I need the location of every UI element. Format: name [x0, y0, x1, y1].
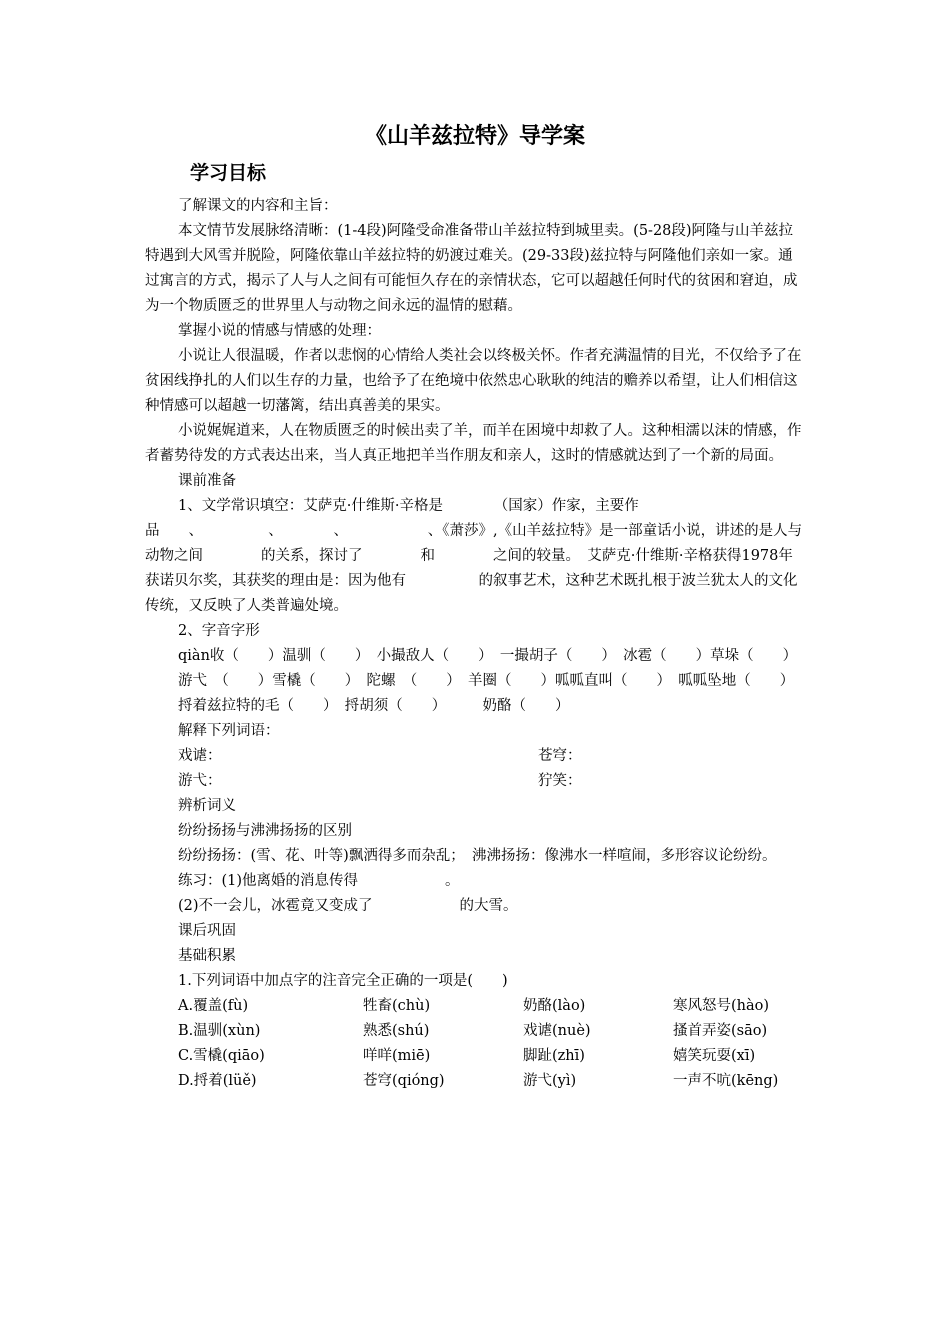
option-cell: 搔首弄姿(sāo) [673, 1023, 768, 1039]
word-youyi: 游弋： [178, 773, 222, 789]
word-ningxiao: 狞笑： [538, 773, 582, 789]
option-cell: 脚趾(zhī) [523, 1048, 585, 1064]
pinyin-line-1: qiàn收（ ）温驯（ ） 小撮敌人（ ） 一撮胡子（ ） 冰雹（ ）草垛（ ） [178, 648, 798, 664]
option-cell: B.温驯(xùn) [178, 1023, 261, 1039]
explain-label: 解释下列词语： [178, 723, 280, 739]
distinguish-text: 纷纷扬扬：(雪、花、叶等)飘洒得多而杂乱； 沸沸扬扬：像沸水一样喧闹，多形容议论纷纷。 [178, 848, 777, 864]
option-cell: 奶酪(lào) [523, 998, 586, 1014]
question-2-label: 2、字音字形 [178, 623, 260, 639]
prep-label: 课前准备 [178, 473, 236, 489]
option-row-c [145, 1044, 807, 1069]
distinguish-label: 辨析词义 [178, 798, 236, 814]
option-cell: 寒风怒号(hào) [673, 998, 770, 1014]
objective2-paragraph-2: 小说娓娓道来，人在物质匮乏的时候出卖了羊，而羊在困境中却救了人。这种相濡以沫的情感，作者蓄势待发的方式表达出来，当人真正地把羊当作朋友和亲人，这时的情感就达到了一个新的局面。 [145, 423, 802, 464]
pinyin-line-3: 捋着兹拉特的毛（ ） 捋胡须（ ） 奶酪（ ） [178, 698, 570, 714]
objective1-label: 了解课文的内容和主旨： [178, 198, 338, 214]
question-1-literary-knowledge: 1、文学常识填空：艾萨克·什维斯·辛格是 （国家）作家，主要作品 、 、 、 、《萧莎》,《山羊兹拉特》是一部童话小说，讲述的是人与动物之间 的关系，探讨了 和 之间的较量。 艾萨克·什维斯·辛格获得1978年获诺贝尔奖，其获奖的理由是：因为他有 的叙事艺术，这种艺术既扎根于波兰犹太人的文化传统，又反映了人类普遍处境。 [145, 498, 803, 614]
mc-question-1: 1.下列词语中加点字的注音完全正确的一项是( ) [178, 973, 508, 989]
practice-1: 练习：(1)他离婚的消息传得 。 [178, 873, 460, 889]
option-cell: 牲畜(chù) [363, 998, 431, 1014]
objective1-paragraph: 本文情节发展脉络清晰：(1-4段)阿隆受命准备带山羊兹拉特到城里卖。(5-28段)阿隆与山羊兹拉特遇到大风雪并脱险，阿隆依靠山羊兹拉特的奶渡过难关。(29-33段)兹拉特与阿隆他们亲如一家。通过寓言的方式，揭示了人与人之间有可能恒久存在的亲情状态，它可以超越任何时代的贫困和窘迫，成为一个物质匮乏的世界里人与动物之间永远的温情的慰藉。 [145, 223, 798, 314]
document-title: 《山羊兹拉特》导学案 [364, 124, 585, 149]
option-cell: C.雪橇(qiāo) [178, 1048, 265, 1064]
option-cell: 熟悉(shú) [363, 1023, 430, 1039]
option-cell: 嬉笑玩耍(xī) [673, 1048, 756, 1064]
word-cangqiong: 苍穹： [538, 748, 582, 764]
basic-label: 基础积累 [178, 948, 236, 964]
option-cell: D.捋着(lüě) [178, 1073, 257, 1089]
document-body [145, 194, 807, 1094]
word-row-2 [145, 769, 807, 794]
after-class-label: 课后巩固 [178, 923, 236, 939]
objective2-label: 掌握小说的情感与情感的处理： [178, 323, 381, 339]
option-cell: 一声不吭(kēng) [673, 1073, 779, 1089]
section-heading-objectives: 学习目标 [190, 162, 267, 184]
word-row-1 [145, 744, 807, 769]
pinyin-line-2: 游弋 （ ）雪橇（ ） 陀螺 （ ） 羊圈（ ）呱呱直叫（ ） 呱呱坠地（ ） [178, 673, 795, 689]
distinguish-title: 纷纷扬扬与沸沸扬扬的区别 [178, 823, 352, 839]
practice-2: (2)不一会儿，冰雹竟又变成了 的大雪。 [178, 898, 518, 914]
objective2-paragraph-1: 小说让人很温暖，作者以悲悯的心情给人类社会以终极关怀。作者充满温情的目光，不仅给予了在贫困线挣扎的人们以生存的力量，也给予了在绝境中依然忠心耿耿的纯洁的赡养以希望，让人们相信这种情感可以超越一切藩篱，结出真善美的果实。 [145, 348, 802, 414]
option-row-a [145, 994, 807, 1019]
option-cell: 咩咩(miē) [363, 1048, 431, 1064]
option-row-d [145, 1069, 807, 1094]
option-cell: 苍穹(qióng) [363, 1073, 445, 1089]
option-row-b [145, 1019, 807, 1044]
option-cell: 戏谑(nuè) [523, 1023, 591, 1039]
option-cell: 游弋(yì) [523, 1073, 577, 1089]
word-xixue: 戏谑： [178, 748, 222, 764]
option-cell: A.覆盖(fù) [178, 998, 249, 1014]
